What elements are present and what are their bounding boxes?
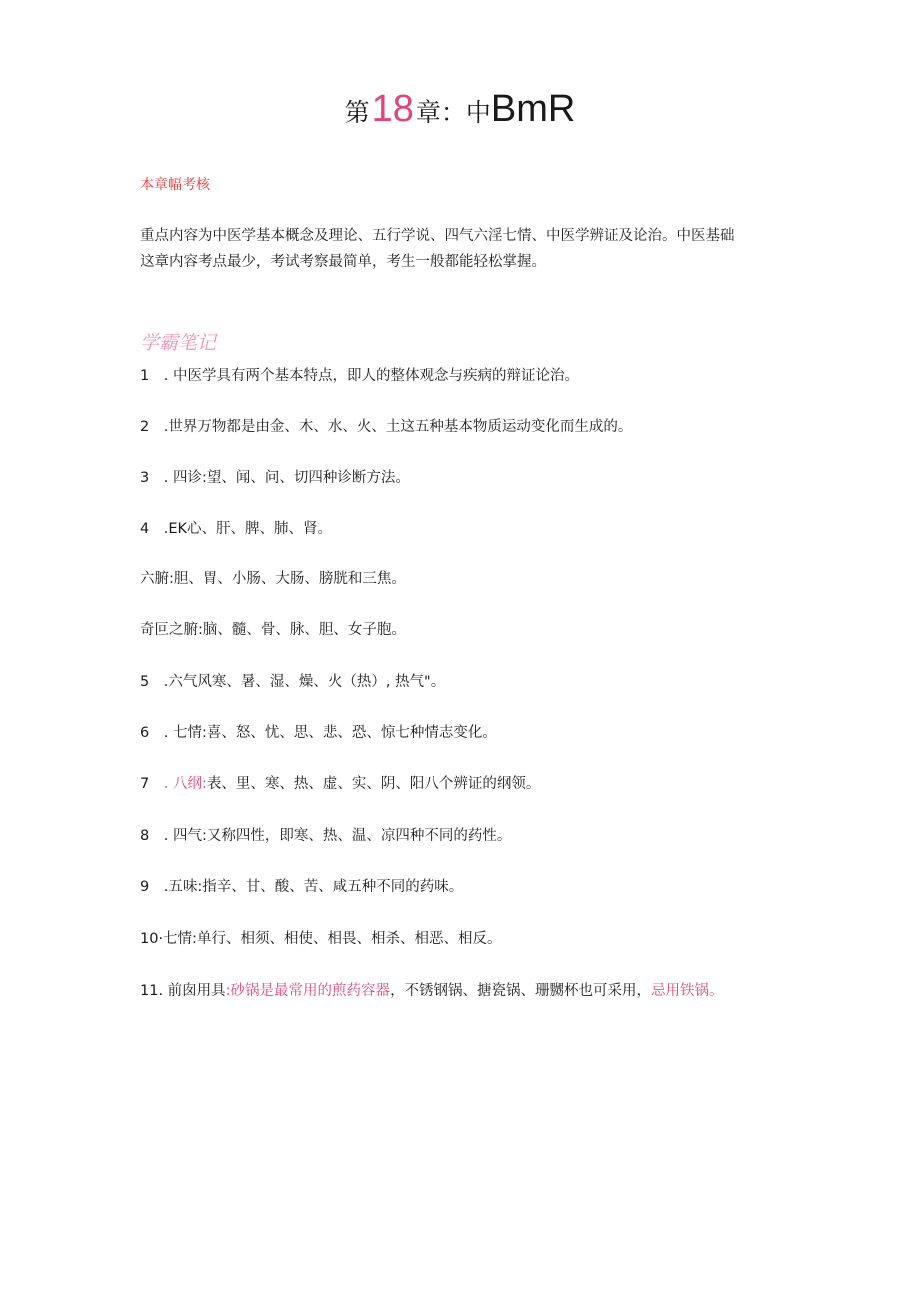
note-number: 11. 前囱用具 <box>140 983 226 999</box>
section-heading: 本章幅考核 <box>140 177 210 193</box>
notes-heading: 学霸笔记 <box>140 332 217 354</box>
title-prefix: 第 <box>344 99 370 127</box>
summary-line: 这章内容考点最少，考试考察最简单，考生一般都能轻松掌握。 <box>140 254 546 270</box>
note-item: 3 . 四诊:望、闻、问、切四种诊断方法。 <box>140 470 410 486</box>
summary-paragraph <box>140 223 790 275</box>
note-item: 2 .世界万物都是由金、木、水、火、土这五种基本物质运动变化而生成的。 <box>140 419 633 435</box>
note-item: 8 . 四气:又称四性，即寒、热、温、凉四种不同的药性。 <box>140 828 512 844</box>
note-item <box>140 981 724 1001</box>
note-text: ，不锈钢锅、搪瓷锅、珊嬲杯也可采用， <box>390 983 652 999</box>
note-item: 10·七情:单行、相须、相使、相畏、相杀、相恶、相反。 <box>140 931 502 947</box>
note-item: 9 .五味:指辛、甘、酸、苦、咸五种不同的药味。 <box>140 879 464 895</box>
note-item: 1 . 中医学具有两个基本特点，即人的整体观念与疾病的辩证论治。 <box>140 368 579 384</box>
title-number: 18 <box>371 88 414 130</box>
summary-line: 重点内容为中医学基本概念及理论、五行学说、四气六淫七情、中医学辨证及论治。中医基础 <box>140 228 735 244</box>
note-text: 表、里、寒、热、虚、实、阴、阳八个辨证的纲领。 <box>206 776 541 792</box>
note-item: 5 .六气风寒、暑、湿、燥、火（热）, 热气"。 <box>140 674 446 690</box>
page-title <box>0 88 920 131</box>
title-latin: BmR <box>490 88 576 130</box>
note-item: 4 .EK心、肝、脾、肺、肾。 <box>140 521 333 537</box>
note-item: 六腑:胆、胃、小肠、大肠、膀胱和三焦。 <box>140 571 406 587</box>
note-highlight: 忌用铁锅。 <box>651 983 724 999</box>
note-highlight: :砂锅是最常用的煎药容器 <box>225 983 391 999</box>
note-item <box>140 774 540 794</box>
note-item: 6 . 七情:喜、怒、忧、思、悲、恐、惊七种情志变化。 <box>140 725 497 741</box>
note-item: 奇叵之腑:脑、髓、骨、脉、胆、女子胞。 <box>140 622 406 638</box>
title-suffix: 章：中 <box>415 99 491 127</box>
note-number: 7 <box>140 776 164 792</box>
note-highlight: . 八纲: <box>163 776 207 792</box>
